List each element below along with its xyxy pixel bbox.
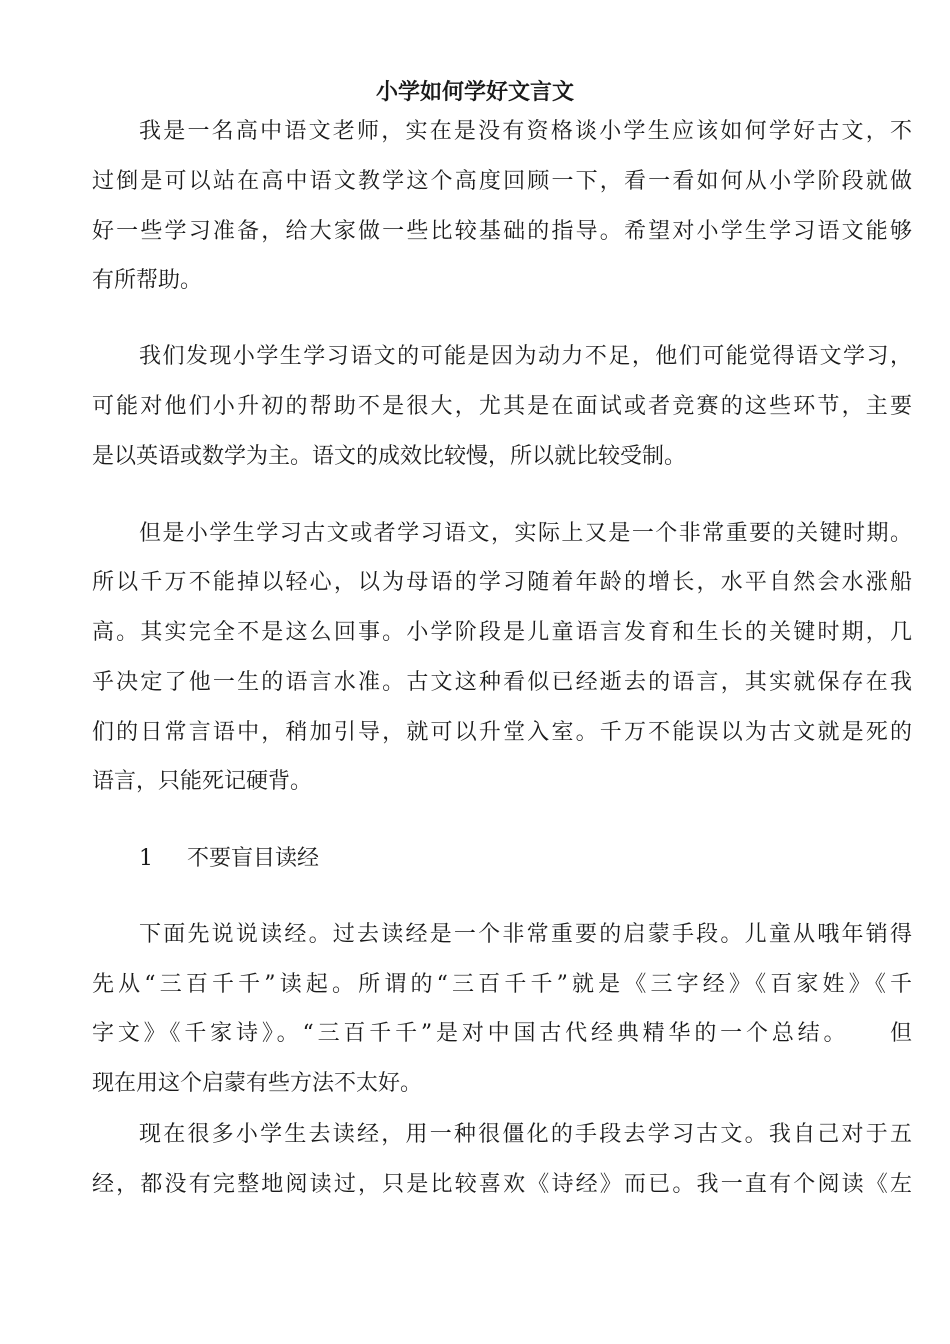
section-heading [139, 844, 319, 874]
paragraph-2-line-2: 可能对他们小升初的帮助不是很大，尤其是在面试或者竞赛的这些环节，主要 [92, 394, 912, 419]
document-title: 小学如何学好文言文 [375, 79, 574, 105]
paragraph-4-line-3: 字文》《千家诗》。“三百千千”是对中国古代经典精华的一个总结。 但 [92, 1021, 912, 1046]
paragraph-2-line-3: 是以英语或数学为主。语文的成效比较慢，所以就比较受制。 [92, 444, 687, 469]
paragraph-4-line-2: 先从“三百千千”读起。所谓的“三百千千”就是《三字经》《百家姓》《千 [92, 972, 912, 997]
section-heading-text: 不要盲目读经 [187, 846, 320, 871]
paragraph-1-line-1: 我是一名高中语文老师，实在是没有资格谈小学生应该如何学好古文，不 [139, 119, 912, 144]
paragraph-5-line-1: 现在很多小学生去读经，用一种很僵化的手段去学习古文。我自己对于五 [139, 1122, 912, 1147]
paragraph-4-line-4: 现在用这个启蒙有些方法不太好。 [92, 1071, 423, 1096]
paragraph-1-line-2: 过倒是可以站在高中语文教学这个高度回顾一下，看一看如何从小学阶段就做 [92, 169, 912, 194]
paragraph-2-line-1: 我们发现小学生学习语文的可能是因为动力不足，他们可能觉得语文学习， [139, 344, 912, 369]
paragraph-3-line-4: 乎决定了他一生的语言水准。古文这种看似已经逝去的语言，其实就保存在我 [92, 670, 912, 695]
paragraph-1-line-3: 好一些学习准备，给大家做一些比较基础的指导。希望对小学生学习语文能够 [92, 219, 912, 244]
paragraph-3-line-3: 高。其实完全不是这么回事。小学阶段是儿童语言发育和生长的关键时期，几 [92, 620, 912, 645]
paragraph-3-line-2: 所以千万不能掉以轻心，以为母语的学习随着年龄的增长，水平自然会水涨船 [92, 570, 912, 595]
paragraph-1-line-4: 有所帮助。 [92, 268, 203, 293]
paragraph-3-line-6: 语言，只能死记硬背。 [92, 769, 313, 794]
paragraph-5-line-2: 经，都没有完整地阅读过，只是比较喜欢《诗经》而已。我一直有个阅读《左 [92, 1172, 912, 1197]
paragraph-3-line-1: 但是小学生学习古文或者学习语文，实际上又是一个非常重要的关键时期。 [139, 521, 912, 546]
paragraph-3-line-5: 们的日常言语中，稍加引导，就可以升堂入室。千万不能误以为古文就是死的 [92, 720, 912, 745]
paragraph-4-line-1: 下面先说说读经。过去读经是一个非常重要的启蒙手段。儿童从哦年销得 [139, 922, 912, 947]
section-heading-number: 1 [139, 846, 153, 871]
